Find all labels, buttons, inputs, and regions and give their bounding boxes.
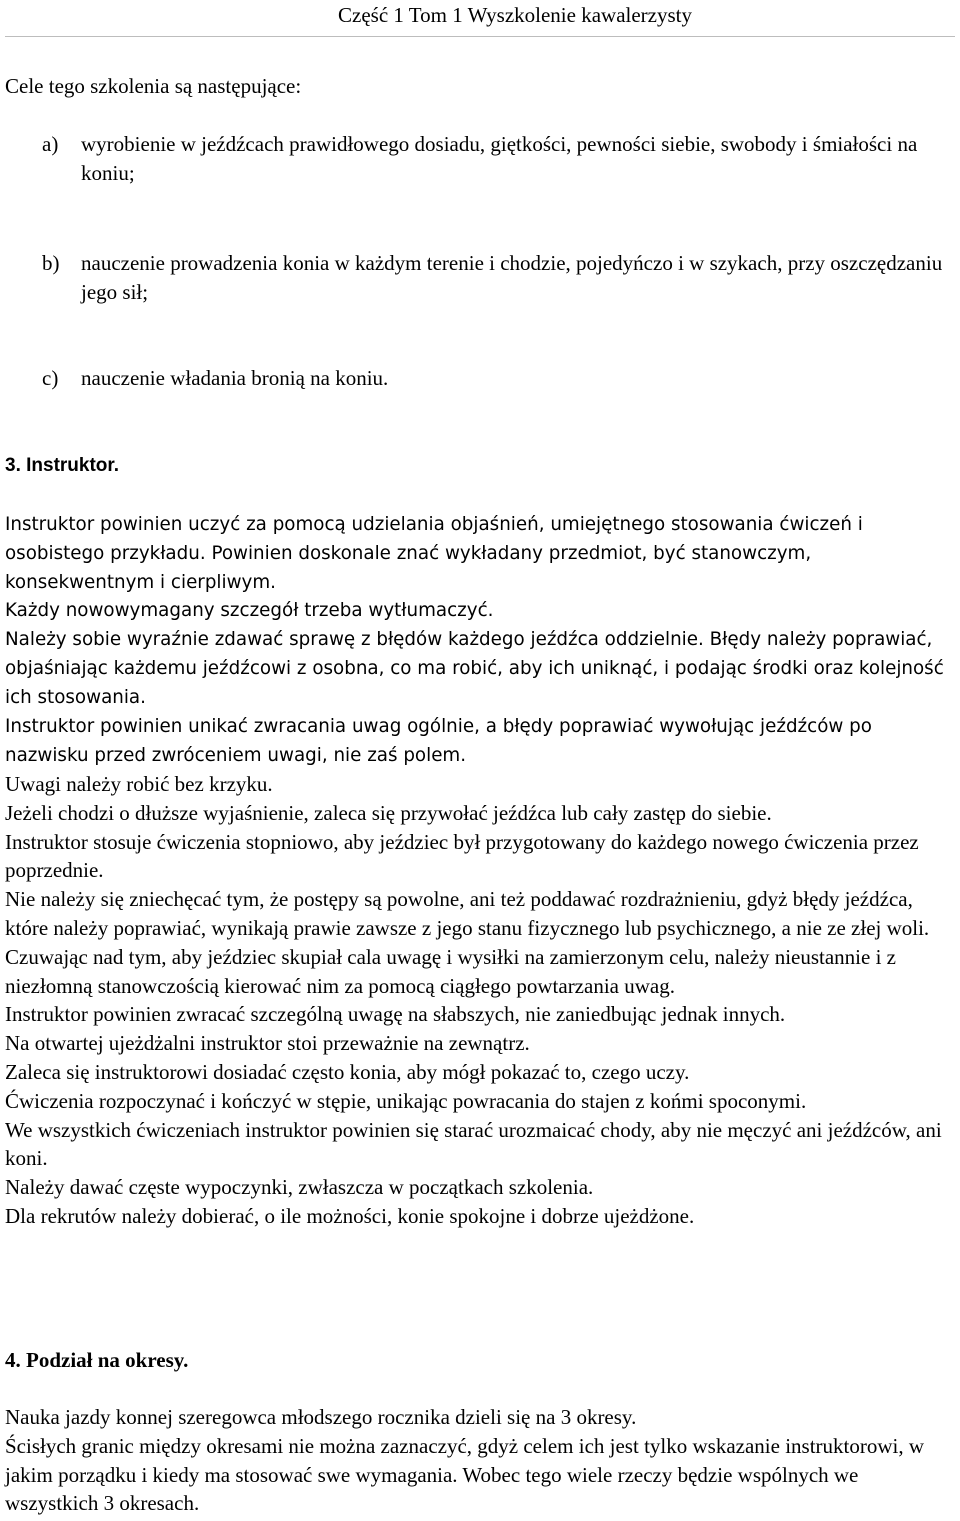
section-heading-podzial: 4. Podział na okresy. xyxy=(5,1348,189,1372)
instruktor-paragraphs xyxy=(5,596,955,1231)
list-marker: a) xyxy=(42,132,59,156)
list-marker: b) xyxy=(42,251,60,275)
paragraph-line: Na otwartej ujeżdżalni instruktor stoi przeważnie na zewnątrz. xyxy=(5,1031,530,1056)
paragraph-line: Ścisłych granic między okresami nie można zaznaczyć, gdyż celem ich jest tylko wskazanie instruktorowi, w jakim porządku i kiedy ma stosować swe wymagania. Wobec tego wiele rzeczy będzie wspólnych we wszystkich 3 okresach. xyxy=(5,1433,925,1516)
paragraph-line: Każdy nowowymagany szczegół trzeba wytłumaczyć. xyxy=(5,600,494,621)
instruktor-paragraph-intro xyxy=(5,510,955,597)
paragraph-line: Uwagi należy robić bez krzyku. xyxy=(5,772,273,796)
intro-text: Cele tego szkolenia są następujące: xyxy=(5,74,302,98)
list-item-text: nauczenie władania bronią na koniu. xyxy=(81,366,389,390)
paragraph-line: Instruktor powinien zwracać szczególną uwagę na słabszych, nie zaniedbując jednak innych. xyxy=(5,1002,786,1027)
section-heading-instruktor: 3. Instruktor. xyxy=(5,455,120,476)
paragraph-line: Nauka jazdy konnej szeregowca młodszego rocznika dzieli się na 3 okresy. xyxy=(5,1405,637,1429)
paragraph-line: Czuwając nad tym, aby jeździec skupiał cala uwagę i wysiłki na zamierzonym celu, należy nieustannie i z niezłomną stanowczością kierować nim za pomocą ciągłego powtarzania uwag. xyxy=(5,944,896,998)
paragraph-line: Instruktor powinien unikać zwracania uwag ogólnie, a błędy poprawiać wywołując jeźdźców po nazwisku przed zwróceniem uwagi, nie zaś polem. xyxy=(5,716,872,766)
paragraph-line: Zaleca się instruktorowi dosiadać często konia, aby mógł pokazać to, czego uczy. xyxy=(5,1059,690,1084)
list-item xyxy=(42,130,957,188)
list-item-text: wyrobienie w jeźdźcach prawidłowego dosiadu, giętkości, pewności siebie, swobody i śmiałości na koniu; xyxy=(81,132,918,185)
page-header-title: Część 1 Tom 1 Wyszkolenie kawalerzysty xyxy=(338,3,692,27)
paragraph-line: Instruktor stosuje ćwiczenia stopniowo, aby jeździec był przygotowany do każdego nowego ćwiczenia przez poprzednie. xyxy=(5,829,919,883)
paragraph-line: Nie należy się zniechęcać tym, że postępy są powolne, ani też poddawać rozdrażnieniu, gdyż błędy jeźdźca, które należy poprawiać, wynikają prawie zawsze z jego stanu fizycznego lub psychicznego, a nie ze złej woli. xyxy=(5,887,930,940)
header-divider xyxy=(5,36,955,37)
list-item xyxy=(42,364,957,393)
paragraph-line: Dla rekrutów należy dobierać, o ile możności, konie spokojne i dobrze ujeżdżone. xyxy=(5,1203,695,1228)
paragraph-line: Należy dawać częste wypoczynki, zwłaszcza w początkach szkolenia. xyxy=(5,1175,594,1200)
list-item-text: nauczenie prowadzenia konia w każdym terenie i chodzie, pojedyńczo i w szykach, przy oszczędzaniu jego sił; xyxy=(81,251,943,304)
paragraph-line: Instruktor powinien uczyć za pomocą udzielania objaśnień, umiejętnego stosowania ćwiczeń i osobistego przykładu. Powinien doskonale znać wykładany przedmiot, być stanowczym, konsekwentnym i cierpliwym. xyxy=(5,514,863,593)
list-item xyxy=(42,249,957,307)
list-marker: c) xyxy=(42,366,59,390)
paragraph-line: Jeżeli chodzi o dłuższe wyjaśnienie, zaleca się przywołać jeźdźca lub cały zastęp do siebie. xyxy=(5,800,772,825)
podzial-paragraphs xyxy=(5,1403,955,1518)
paragraph-line: Ćwiczenia rozpoczynać i kończyć w stępie, unikając powracania do stajen z końmi spoconymi. xyxy=(5,1088,807,1113)
paragraph-line: We wszystkich ćwiczeniach instruktor powinien się starać urozmaicać chody, aby nie męczyć ani jeźdźców, ani koni. xyxy=(5,1117,942,1171)
paragraph-line: Należy sobie wyraźnie zdawać sprawę z błędów każdego jeźdźca oddzielnie. Błędy należy poprawiać, objaśniając każdemu jeźdźcowi z osobna, co ma robić, aby ich uniknąć, i podając środki oraz kolejność ich stosowania. xyxy=(5,629,944,708)
